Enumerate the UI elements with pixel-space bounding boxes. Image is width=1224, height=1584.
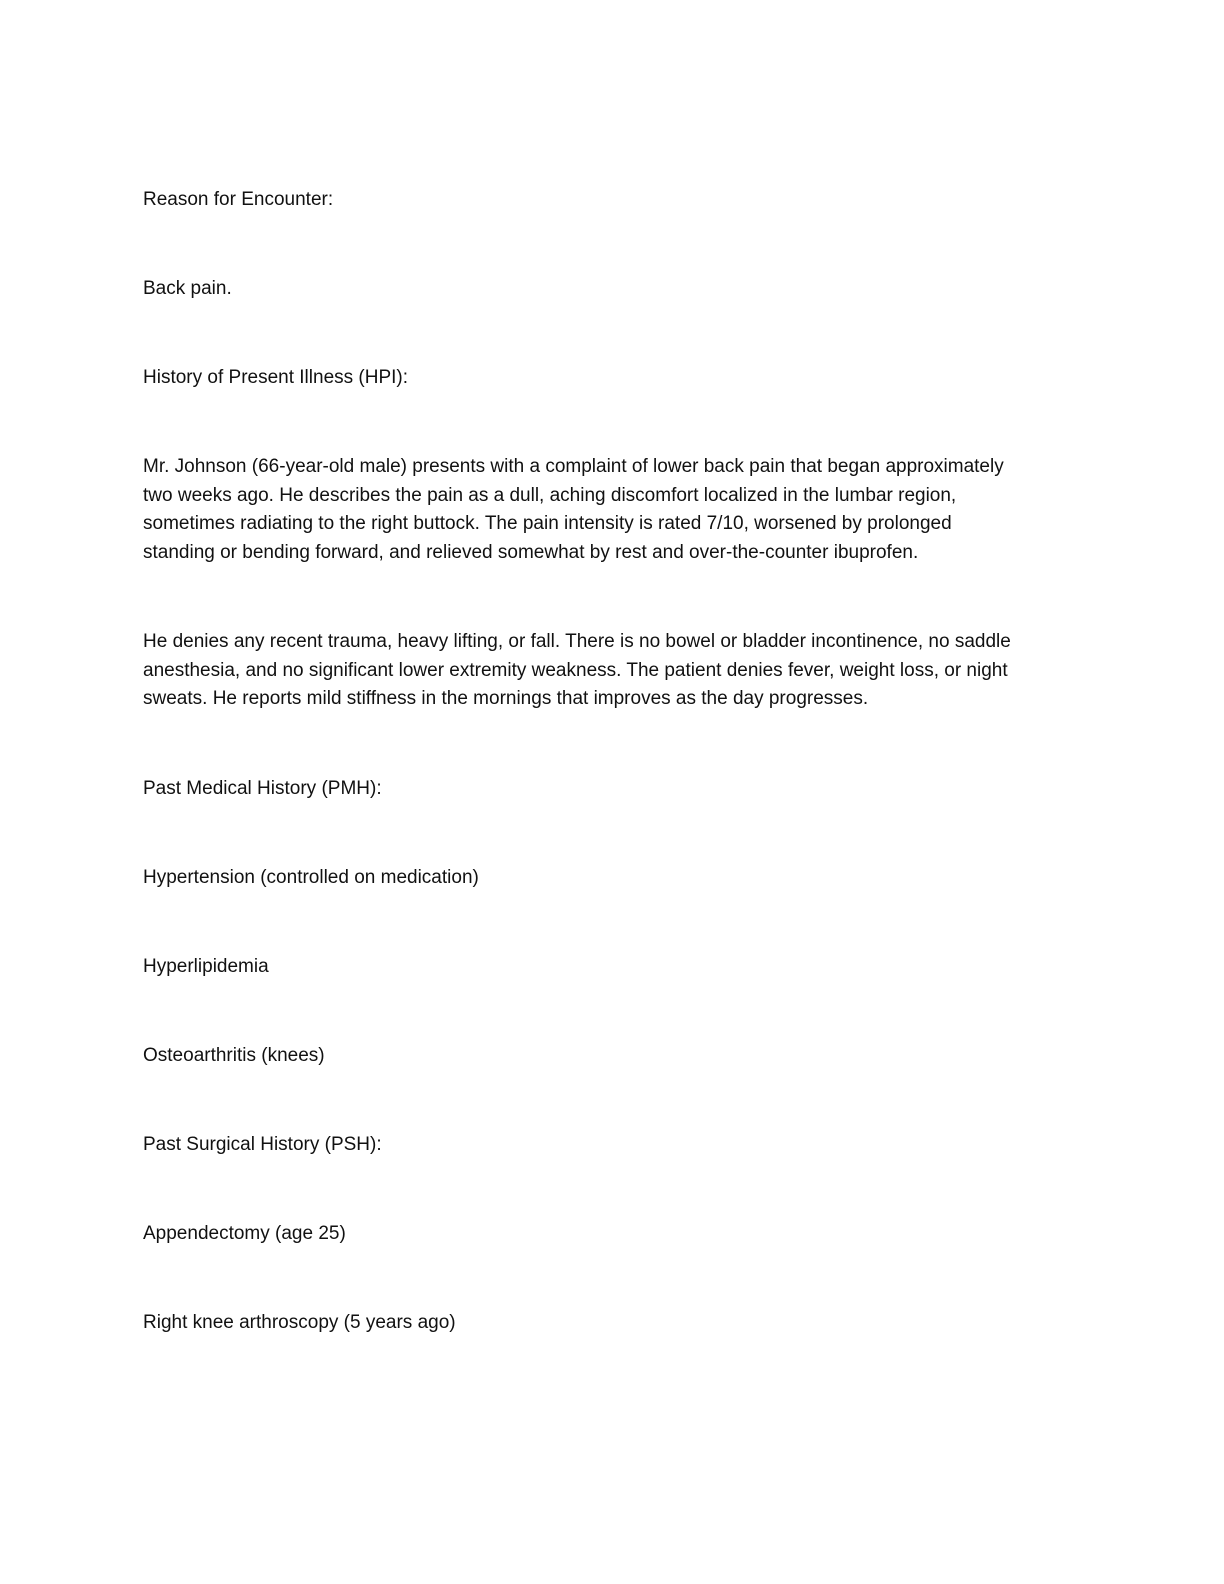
reason-heading: Reason for Encounter: <box>143 189 334 210</box>
psh-heading: Past Surgical History (PSH): <box>143 1134 382 1155</box>
hpi-paragraph-2-line: sweats. He reports mild stiffness in the mornings that improves as the day progresses. <box>143 688 869 710</box>
hpi-paragraph-2 <box>143 628 1011 714</box>
hpi-paragraph-2-line: He denies any recent trauma, heavy lifting, or fall. There is no bowel or bladder incontinence, no saddle <box>143 631 1011 652</box>
hpi-paragraph-1 <box>143 453 1004 567</box>
psh-item: Right knee arthroscopy (5 years ago) <box>143 1312 456 1333</box>
pmh-item: Hypertension (controlled on medication) <box>143 867 479 888</box>
hpi-paragraph-2-line: anesthesia, and no significant lower extremity weakness. The patient denies fever, weight loss, or night <box>143 659 1008 681</box>
psh-item: Appendectomy (age 25) <box>143 1223 346 1244</box>
hpi-paragraph-1-line: Mr. Johnson (66-year-old male) presents with a complaint of lower back pain that began approximately <box>143 456 1004 477</box>
pmh-item: Hyperlipidemia <box>143 956 269 977</box>
hpi-heading: History of Present Illness (HPI): <box>143 367 409 388</box>
pmh-heading: Past Medical History (PMH): <box>143 778 382 799</box>
hpi-paragraph-1-line: sometimes radiating to the right buttock. The pain intensity is rated 7/10, worsened by prolonged <box>143 513 952 535</box>
hpi-paragraph-1-line: standing or bending forward, and relieved somewhat by rest and over-the-counter ibuprofen. <box>143 541 919 563</box>
pmh-item: Osteoarthritis (knees) <box>143 1045 325 1066</box>
hpi-paragraph-1-line: two weeks ago. He describes the pain as a dull, aching discomfort localized in the lumbar region, <box>143 484 957 506</box>
reason-text: Back pain. <box>143 278 232 299</box>
